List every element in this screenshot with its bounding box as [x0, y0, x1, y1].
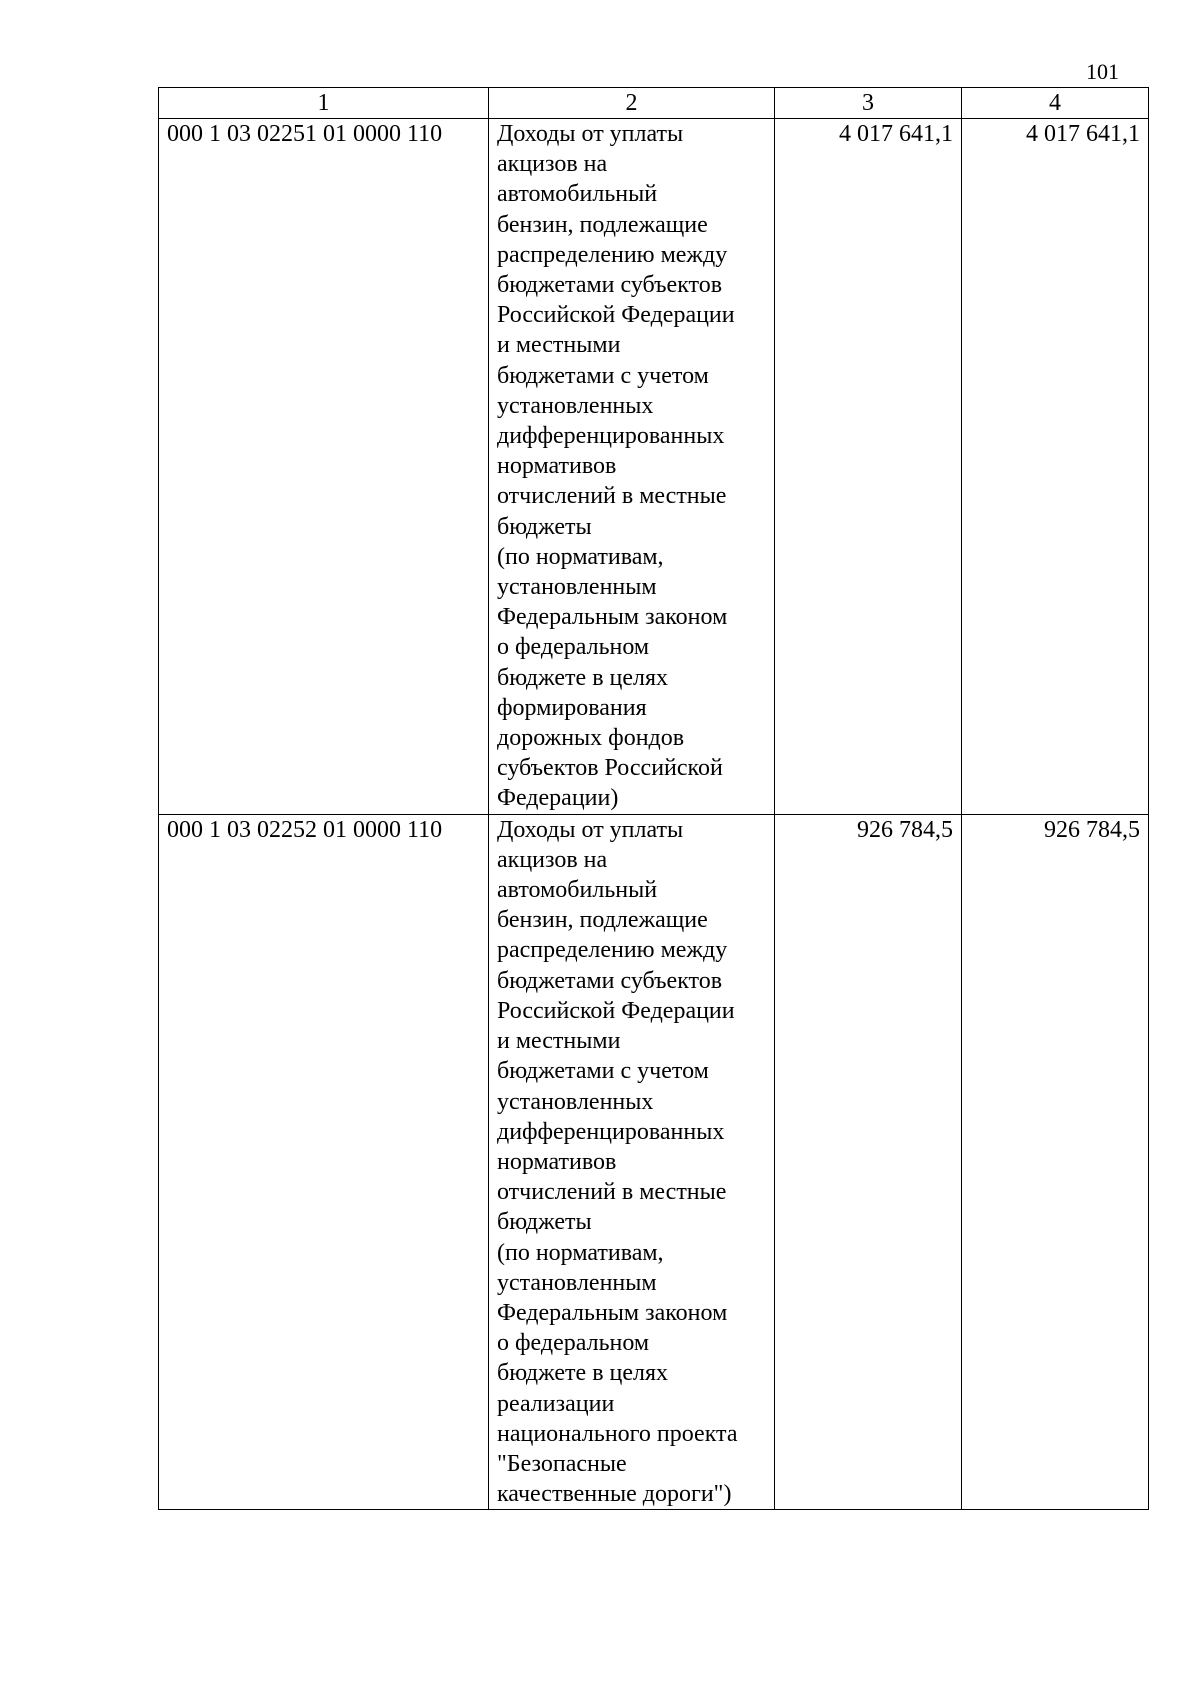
- description-line: Доходы от уплаты: [497, 121, 684, 147]
- description-line: (по нормативам,: [497, 543, 664, 570]
- description-line: формирования: [497, 694, 647, 721]
- amount-column-4-cell: 926 784,5: [962, 814, 1149, 1510]
- column-header-1: 1: [159, 88, 489, 119]
- description-line: качественные дороги"): [497, 1481, 732, 1508]
- description-line: о федеральном: [497, 1330, 650, 1357]
- description-line: бензин, подлежащие: [497, 907, 708, 934]
- description-line: установленных: [497, 392, 654, 419]
- description-line: о федеральном: [497, 634, 650, 661]
- description-line: Федерации): [497, 785, 619, 812]
- description-line: отчислений в местные: [497, 483, 727, 510]
- amount-column-3-cell: 4 017 641,1: [775, 119, 962, 815]
- description-line: дорожных фондов: [497, 725, 685, 752]
- description-line: национального проекта: [497, 1420, 738, 1447]
- description-line: распределению между: [497, 241, 728, 268]
- description-line: бюджете в целях: [497, 1360, 669, 1387]
- revenue-description-cell: [489, 119, 775, 815]
- description-line: Доходы от уплаты: [497, 816, 684, 843]
- description-line: бюджете в целях: [497, 664, 669, 691]
- description-line: установленным: [497, 574, 657, 601]
- column-header-4: 4: [962, 88, 1149, 119]
- revenue-table: [158, 87, 1149, 1510]
- description-line: бюджетами с учетом: [497, 362, 709, 389]
- column-header-2: 2: [489, 88, 775, 119]
- budget-code-cell: 000 1 03 02252 01 0000 110: [159, 814, 489, 1510]
- description-line: бюджетами субъектов: [497, 272, 723, 299]
- description-line: распределению между: [497, 937, 728, 964]
- table-header-row: [159, 88, 1149, 119]
- revenue-description-cell: [489, 814, 775, 1510]
- budget-code-cell: 000 1 03 02251 01 0000 110: [159, 119, 489, 815]
- description-line: нормативов: [497, 453, 617, 480]
- description-line: отчислений в местные: [497, 1179, 727, 1206]
- description-line: Российской Федерации: [497, 997, 735, 1024]
- column-header-3: 3: [775, 88, 962, 119]
- description-line: и местными: [497, 1028, 621, 1055]
- description-line: автомобильный: [497, 877, 658, 904]
- description-line: установленных: [497, 1088, 654, 1115]
- description-line: Федеральным законом: [497, 1299, 728, 1326]
- description-line: бюджетами с учетом: [497, 1058, 709, 1085]
- description-line: дифференцированных: [497, 423, 725, 450]
- description-line: бюджетами субъектов: [497, 967, 723, 994]
- description-line: "Безопасные: [497, 1450, 627, 1477]
- table-row: [159, 119, 1149, 815]
- description-line: субъектов Российской: [497, 755, 723, 782]
- page-number: 101: [1086, 59, 1119, 84]
- description-line: (по нормативам,: [497, 1239, 664, 1266]
- description-line: акцизов на: [497, 846, 608, 873]
- description-line: нормативов: [497, 1148, 617, 1175]
- description-line: акцизов на: [497, 151, 608, 178]
- description-line: дифференцированных: [497, 1118, 725, 1145]
- amount-column-4-cell: 4 017 641,1: [962, 119, 1149, 815]
- description-line: автомобильный: [497, 181, 658, 208]
- description-line: и местными: [497, 332, 621, 359]
- description-line: реализации: [497, 1390, 615, 1417]
- table-row: [159, 814, 1149, 1510]
- description-line: Федеральным законом: [497, 604, 728, 631]
- description-line: бюджеты: [497, 513, 592, 540]
- description-line: установленным: [497, 1269, 657, 1296]
- description-line: бюджеты: [497, 1209, 592, 1236]
- amount-column-3-cell: 926 784,5: [775, 814, 962, 1510]
- description-line: Российской Федерации: [497, 302, 735, 329]
- description-line: бензин, подлежащие: [497, 211, 708, 238]
